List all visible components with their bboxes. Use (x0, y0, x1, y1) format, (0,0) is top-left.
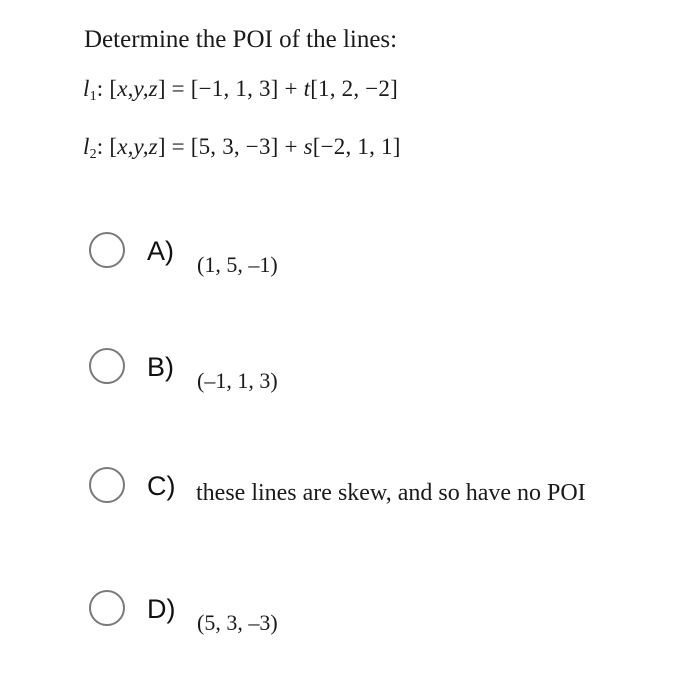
line-2-name: l (83, 134, 90, 159)
option-d-letter: D) (147, 594, 176, 624)
line-1-middle: ] = [−1, 1, 3] + (157, 76, 304, 101)
line-2-equation (83, 134, 401, 163)
line-2-middle: ] = [5, 3, −3] + (157, 134, 304, 159)
line-2-subscript: 2 (89, 147, 97, 162)
line-1-equation (83, 76, 398, 105)
option-d[interactable] (89, 588, 649, 648)
line-1-subscript: 1 (89, 89, 97, 104)
option-a-letter: A) (147, 236, 174, 266)
radio-button-c[interactable] (89, 467, 125, 503)
line-1-vars: x,y,z (117, 76, 158, 101)
radio-button-d[interactable] (89, 590, 125, 626)
line-2-param: s (303, 134, 313, 159)
option-a-text: (1, 5, –1) (197, 252, 278, 277)
line-1-name: l (83, 76, 90, 101)
line-2-direction: [−2, 1, 1] (312, 134, 401, 159)
option-c-text: these lines are skew, and so have no POI (196, 480, 586, 506)
option-a[interactable] (89, 230, 649, 290)
option-b[interactable] (89, 346, 649, 406)
option-d-text: (5, 3, –3) (197, 610, 278, 635)
option-b-letter: B) (147, 352, 174, 382)
line-1-prefix: : [ (96, 76, 118, 101)
line-2-prefix: : [ (96, 134, 118, 159)
line-2-vars: x,y,z (117, 134, 158, 159)
question-title: Determine the POI of the lines: (84, 26, 398, 53)
option-c[interactable] (89, 465, 649, 555)
radio-button-a[interactable] (89, 232, 125, 268)
option-c-letter: C) (147, 471, 176, 501)
line-1-direction: [1, 2, −2] (310, 76, 398, 101)
radio-button-b[interactable] (89, 348, 125, 384)
option-b-text: (–1, 1, 3) (197, 368, 278, 393)
line-1-param: t (303, 76, 311, 101)
